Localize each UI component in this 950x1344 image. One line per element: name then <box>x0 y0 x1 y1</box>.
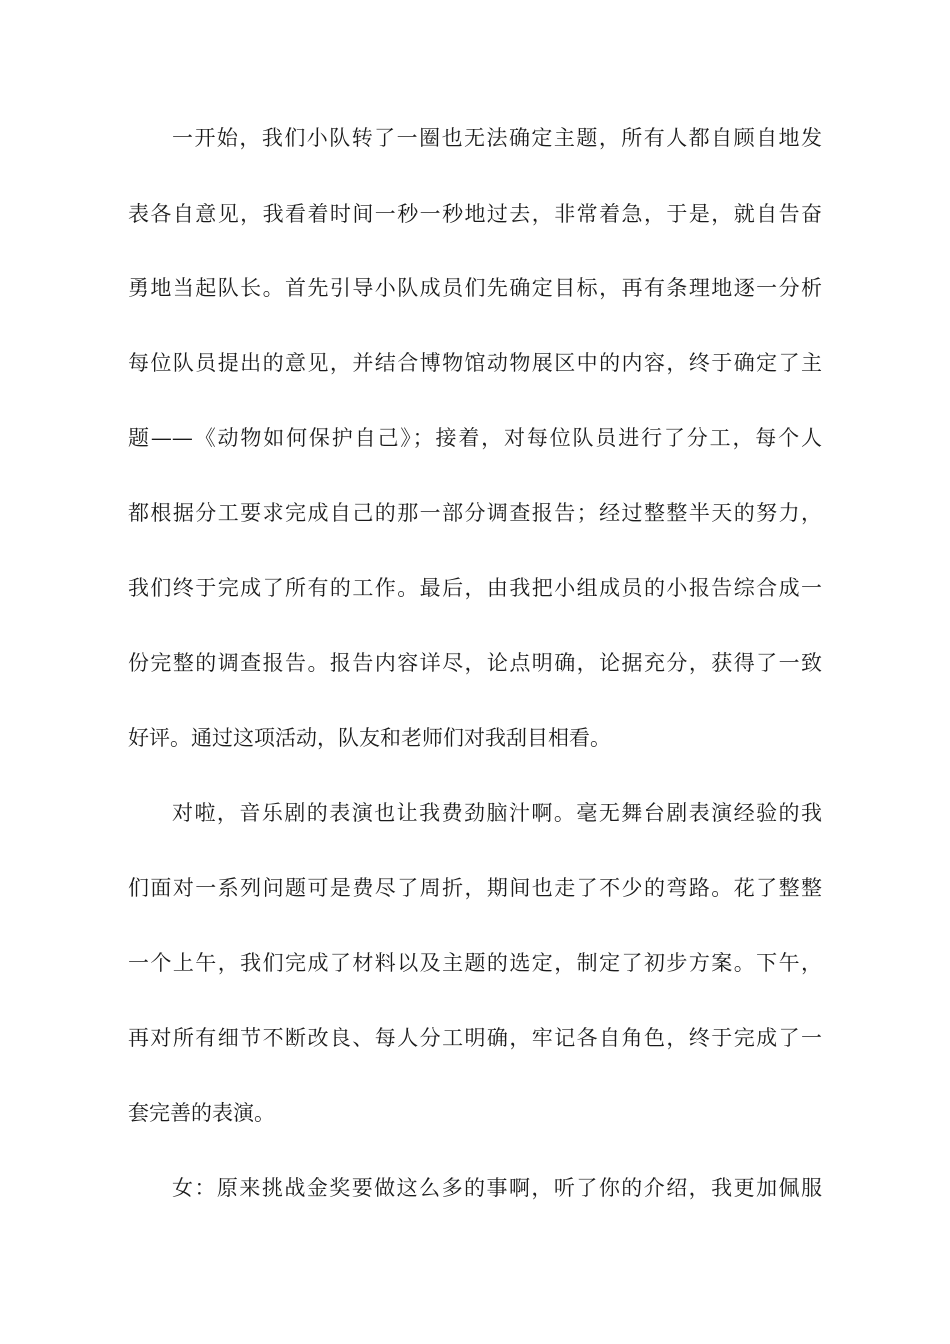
paragraph-1-line-7: 我们终于完成了所有的工作。最后，由我把小组成员的小报告综合成一 <box>128 576 822 600</box>
paragraph-1-line-8: 份完整的调查报告。报告内容详尽，论点明确，论据充分，获得了一致 <box>128 651 822 675</box>
paragraph-1-line-5: 题——《动物如何保护自己》；接着，对每位队员进行了分工，每个人 <box>128 426 822 450</box>
paragraph-1-line-9: 好评。通过这项活动，队友和老师们对我刮目相看。 <box>128 726 611 750</box>
paragraph-2-line-4: 再对所有细节不断改良、每人分工明确，牢记各自角色，终于完成了一 <box>128 1026 822 1050</box>
paragraph-1-line-2: 表各自意见，我看着时间一秒一秒地过去，非常着急，于是，就自告奋 <box>128 202 822 226</box>
paragraph-1-line-1: 一开始，我们小队转了一圈也无法确定主题，所有人都自顾自地发 <box>172 126 822 150</box>
paragraph-3-line-1: 女：原来挑战金奖要做这么多的事啊，听了你的介绍，我更加佩服 <box>172 1176 822 1200</box>
paragraph-1-line-4: 每位队员提出的意见，并结合博物馆动物展区中的内容，终于确定了主 <box>128 351 822 375</box>
paragraph-2-line-2: 们面对一系列问题可是费尽了周折，期间也走了不少的弯路。花了整整 <box>128 876 822 900</box>
paragraph-1-line-6: 都根据分工要求完成自己的那一部分调查报告；经过整整半天的努力， <box>128 501 822 525</box>
paragraph-2-line-1: 对啦，音乐剧的表演也让我费劲脑汁啊。毫无舞台剧表演经验的我 <box>172 801 822 825</box>
paragraph-2-line-5: 套完善的表演。 <box>128 1101 275 1125</box>
paragraph-1-line-3: 勇地当起队长。首先引导小队成员们先确定目标，再有条理地逐一分析 <box>128 276 822 300</box>
paragraph-2-line-3: 一个上午，我们完成了材料以及主题的选定，制定了初步方案。下午， <box>128 951 822 975</box>
